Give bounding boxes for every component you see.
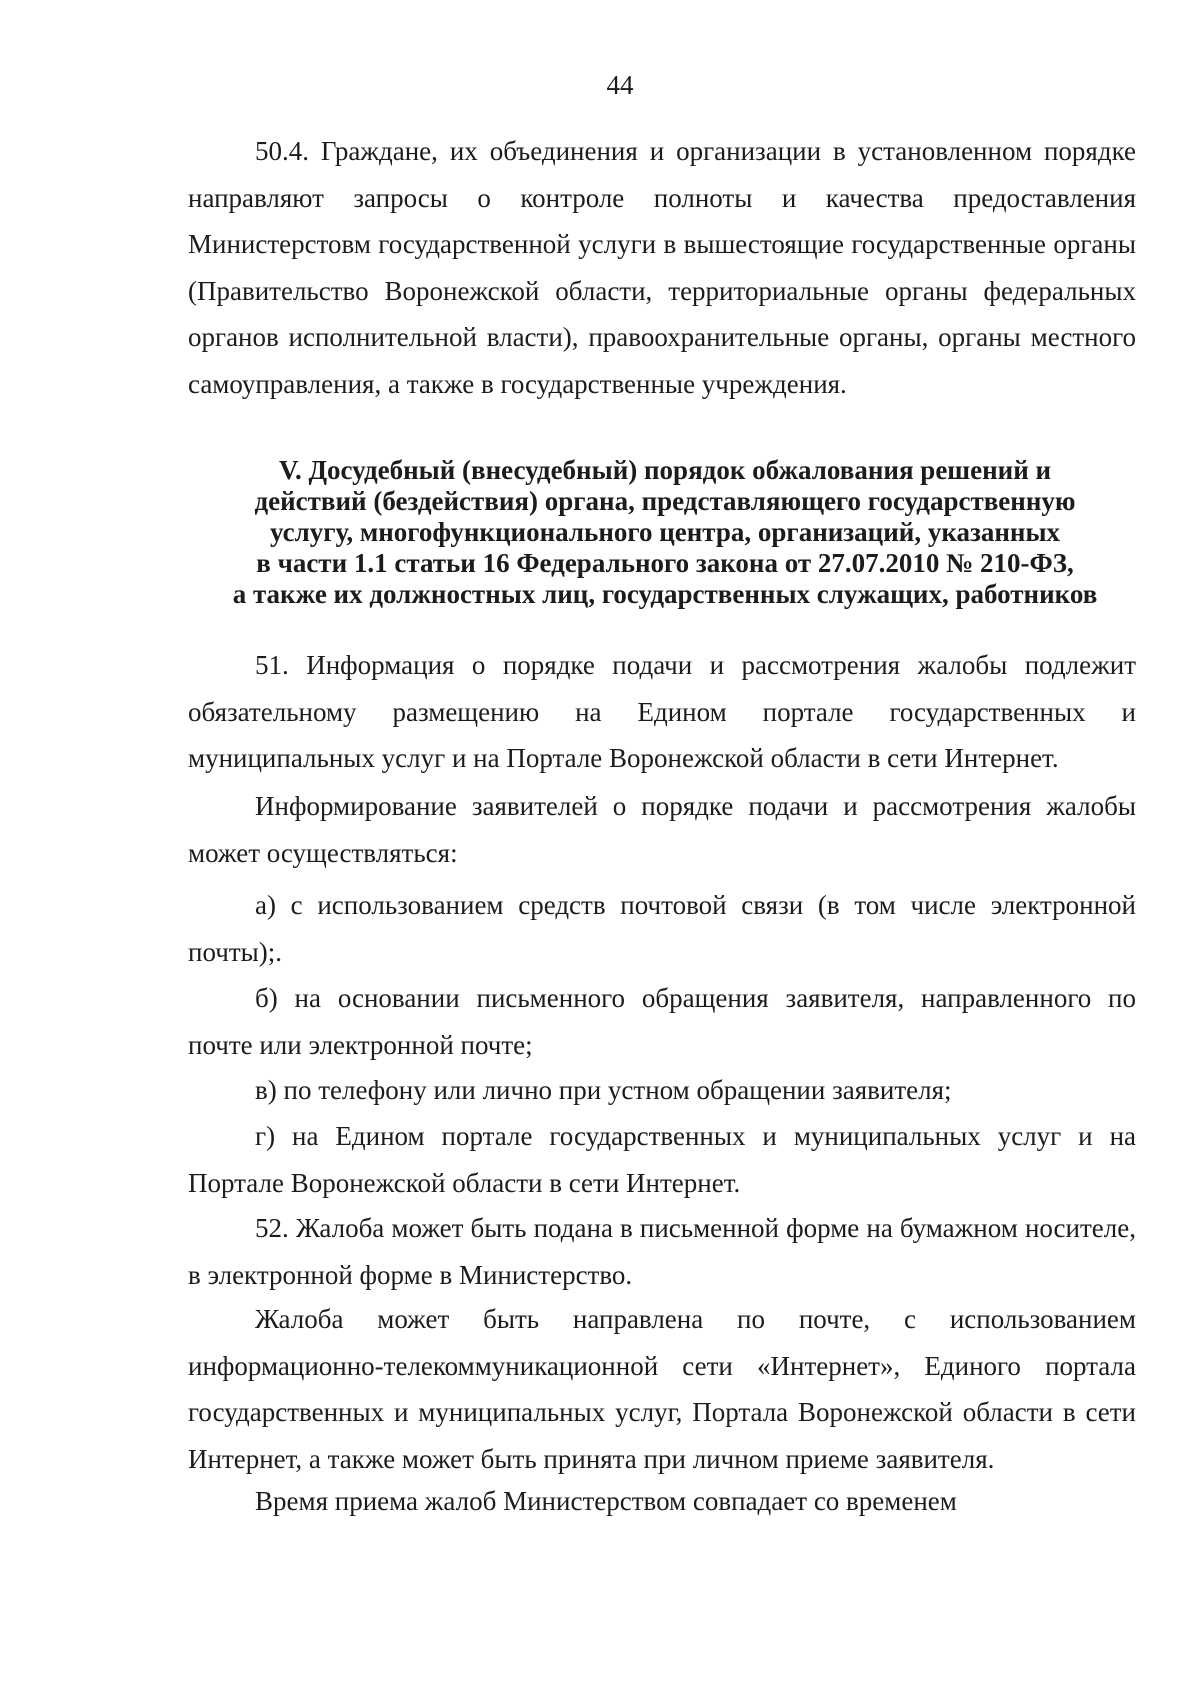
paragraph-50-4: 50.4. Граждане, их объединения и организации в установленном порядке направляют запросы о контроле полноты и качества предоставления Министерстовм государственной услуги в вышестоящие государственные органы (Правительство Воронежской области, территориальные органы федеральных органов исполнительной власти), правоохранительные органы, органы местного самоуправления, а также в государственные учреждения. <box>188 136 1136 399</box>
page-number: 44 <box>606 70 634 100</box>
paragraph-52: 52. Жалоба может быть подана в письменной форме на бумажном носителе, в электронной форме в Министерство. <box>188 1213 1136 1290</box>
list-item-v: в) по телефону или лично при устном обращении заявителя; <box>255 1075 952 1105</box>
section-heading-line: действий (бездействия) органа, представляющего государственную <box>254 486 1076 516</box>
list-item-a: а) с использованием средств почтовой связи (в том числе электронной почты);. <box>188 890 1136 967</box>
paragraph-reception-time: Время приема жалоб Министерством совпадает со временем <box>255 1486 957 1516</box>
paragraph-complaint-sending: Жалоба может быть направлена по почте, с использованием информационно-телекоммуникационной сети «Интернет», Единого портала государственных и муниципальных услуг, Портала Воронежской области в сети Интернет, а также может быть принята при личном приеме заявителя. <box>188 1304 1136 1474</box>
list-item-b: б) на основании письменного обращения заявителя, направленного по почте или электронной почте; <box>188 983 1136 1060</box>
section-heading-line: V. Досудебный (внесудебный) порядок обжалования решений и <box>278 455 1052 485</box>
section-heading-line: услугу, многофункционального центра, организаций, указанных <box>269 517 1061 547</box>
section-heading-line: в части 1.1 статьи 16 Федерального закона от 27.07.2010 № 210-ФЗ, <box>256 548 1074 578</box>
paragraph-informing: Информирование заявителей о порядке подачи и рассмотрения жалобы может осуществляться: <box>188 791 1136 868</box>
section-heading-line: а также их должностных лиц, государственных служащих, работников <box>232 579 1098 609</box>
paragraph-51: 51. Информация о порядке подачи и рассмотрения жалобы подлежит обязательному размещению на Едином портале государственных и муниципальных услуг и на Портале Воронежской области в сети Интернет. <box>188 650 1136 773</box>
list-item-g: г) на Едином портале государственных и муниципальных услуг и на Портале Воронежской области в сети Интернет. <box>188 1121 1136 1198</box>
section-heading <box>160 455 1170 610</box>
